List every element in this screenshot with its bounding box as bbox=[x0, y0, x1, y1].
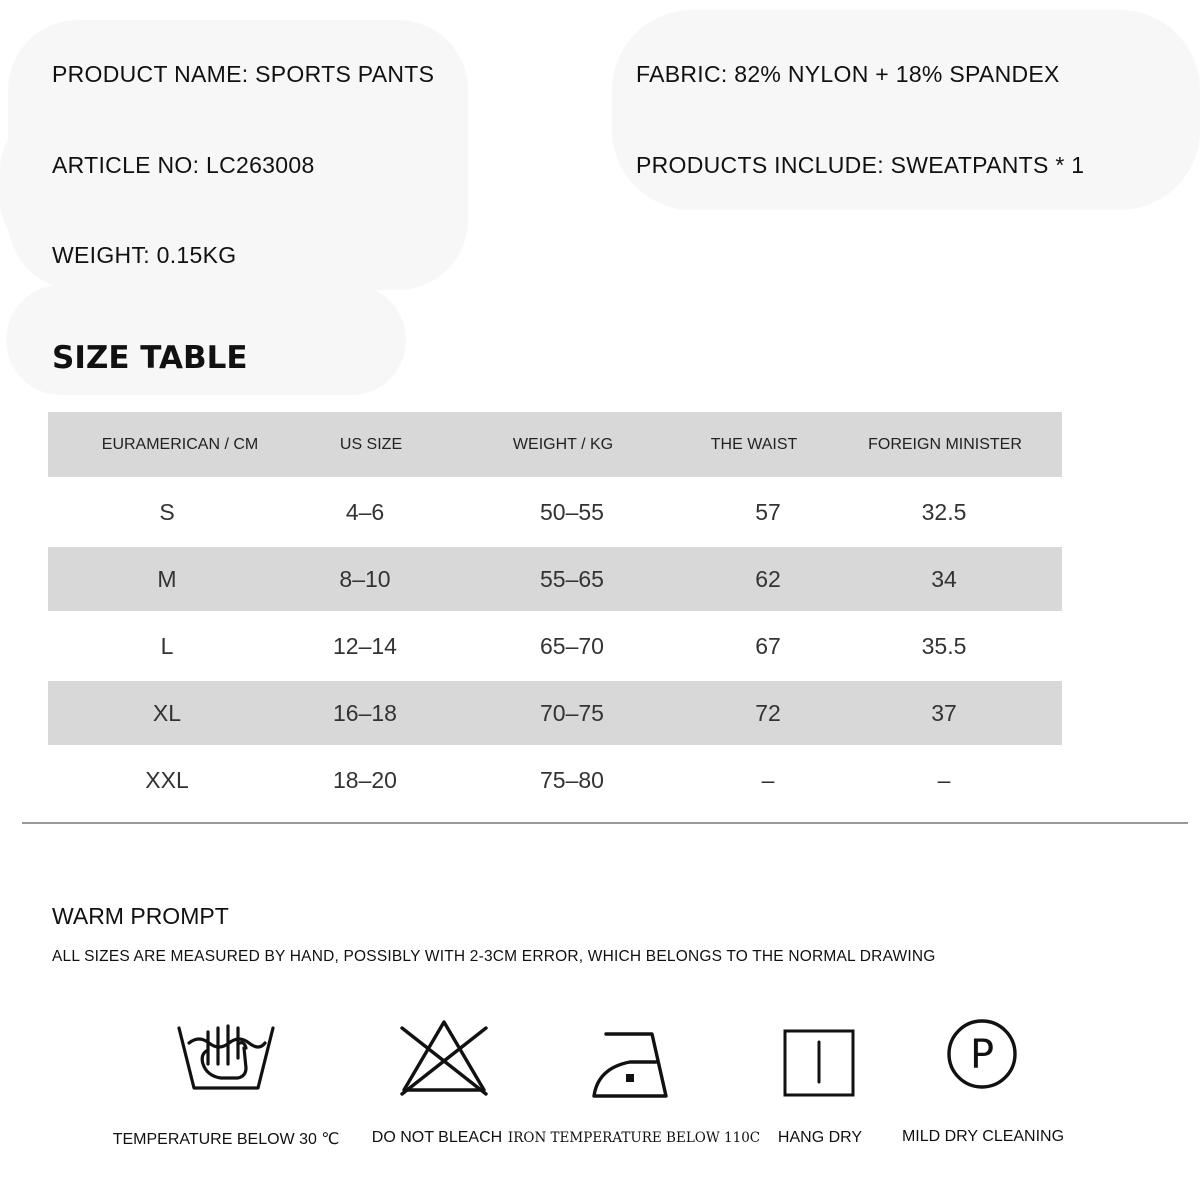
table-cell: L bbox=[160, 632, 174, 659]
table-cell: 12–14 bbox=[333, 632, 397, 659]
do-not-bleach-icon bbox=[396, 1018, 492, 1098]
table-cell: 8–10 bbox=[339, 565, 391, 592]
table-row bbox=[48, 681, 1062, 745]
table-cell: 35.5 bbox=[921, 632, 967, 659]
table-cell: 65–70 bbox=[540, 632, 604, 659]
table-cell: 18–20 bbox=[333, 766, 397, 793]
table-cell: 50–55 bbox=[540, 498, 604, 525]
column-header: EURAMERICAN / CM bbox=[101, 435, 259, 453]
product-name: PRODUCT NAME: SPORTS PANTS bbox=[52, 61, 435, 87]
table-cell: 70–75 bbox=[540, 699, 604, 726]
table-cell: – bbox=[937, 766, 951, 793]
warm-prompt-text: ALL SIZES ARE MEASURED BY HAND, POSSIBLY WITH 2-3CM ERROR, WHICH BELONGS TO THE NORMAL DRAWING bbox=[52, 948, 936, 965]
column-header: US SIZE bbox=[339, 435, 403, 453]
size-table bbox=[48, 412, 1062, 815]
products-include: PRODUCTS INCLUDE: SWEATPANTS * 1 bbox=[636, 152, 1085, 178]
table-cell: 4–6 bbox=[345, 498, 385, 525]
table-cell: 57 bbox=[755, 498, 781, 525]
care-label: IRON TEMPERATURE BELOW 110C bbox=[507, 1130, 761, 1146]
table-row bbox=[48, 477, 1062, 547]
svg-text:P: P bbox=[969, 1032, 995, 1078]
care-label: HANG DRY bbox=[777, 1129, 863, 1146]
table-cell: S bbox=[159, 498, 175, 525]
size-table-title: SIZE TABLE bbox=[52, 340, 248, 376]
article-number: ARTICLE NO: LC263008 bbox=[52, 152, 315, 178]
table-cell: 37 bbox=[931, 699, 957, 726]
fabric: FABRIC: 82% NYLON + 18% SPANDEX bbox=[636, 61, 1060, 87]
column-header: THE WAIST bbox=[710, 435, 798, 453]
table-cell: 32.5 bbox=[921, 498, 967, 525]
table-cell: 67 bbox=[755, 632, 781, 659]
table-cell: 72 bbox=[755, 699, 781, 726]
background-blob bbox=[612, 10, 1200, 210]
table-cell: 55–65 bbox=[540, 565, 604, 592]
care-label: MILD DRY CLEANING bbox=[901, 1128, 1065, 1145]
care-label: TEMPERATURE BELOW 30 ℃ bbox=[112, 1131, 340, 1148]
table-cell: M bbox=[157, 565, 177, 592]
section-divider bbox=[22, 822, 1188, 824]
table-cell: XXL bbox=[145, 766, 189, 793]
dry-clean-p-icon bbox=[944, 1016, 1020, 1092]
table-cell: XL bbox=[152, 699, 182, 726]
table-cell: – bbox=[761, 766, 775, 793]
table-cell: 34 bbox=[931, 565, 957, 592]
table-cell: 62 bbox=[755, 565, 781, 592]
iron-low-icon bbox=[590, 1026, 674, 1100]
column-header: WEIGHT / KG bbox=[512, 435, 614, 453]
table-cell: 16–18 bbox=[333, 699, 397, 726]
care-label: DO NOT BLEACH bbox=[371, 1129, 503, 1146]
column-header: FOREIGN MINISTER bbox=[868, 435, 1022, 453]
table-cell: 75–80 bbox=[540, 766, 604, 793]
background-blob bbox=[0, 110, 440, 260]
hang-dry-icon bbox=[782, 1028, 856, 1098]
table-row bbox=[48, 745, 1062, 815]
table-row bbox=[48, 547, 1062, 611]
hand-wash-icon bbox=[176, 1018, 276, 1098]
table-row bbox=[48, 611, 1062, 681]
weight: WEIGHT: 0.15KG bbox=[52, 242, 237, 268]
warm-prompt-title: WARM PROMPT bbox=[52, 903, 229, 929]
table-header-row bbox=[48, 412, 1062, 477]
